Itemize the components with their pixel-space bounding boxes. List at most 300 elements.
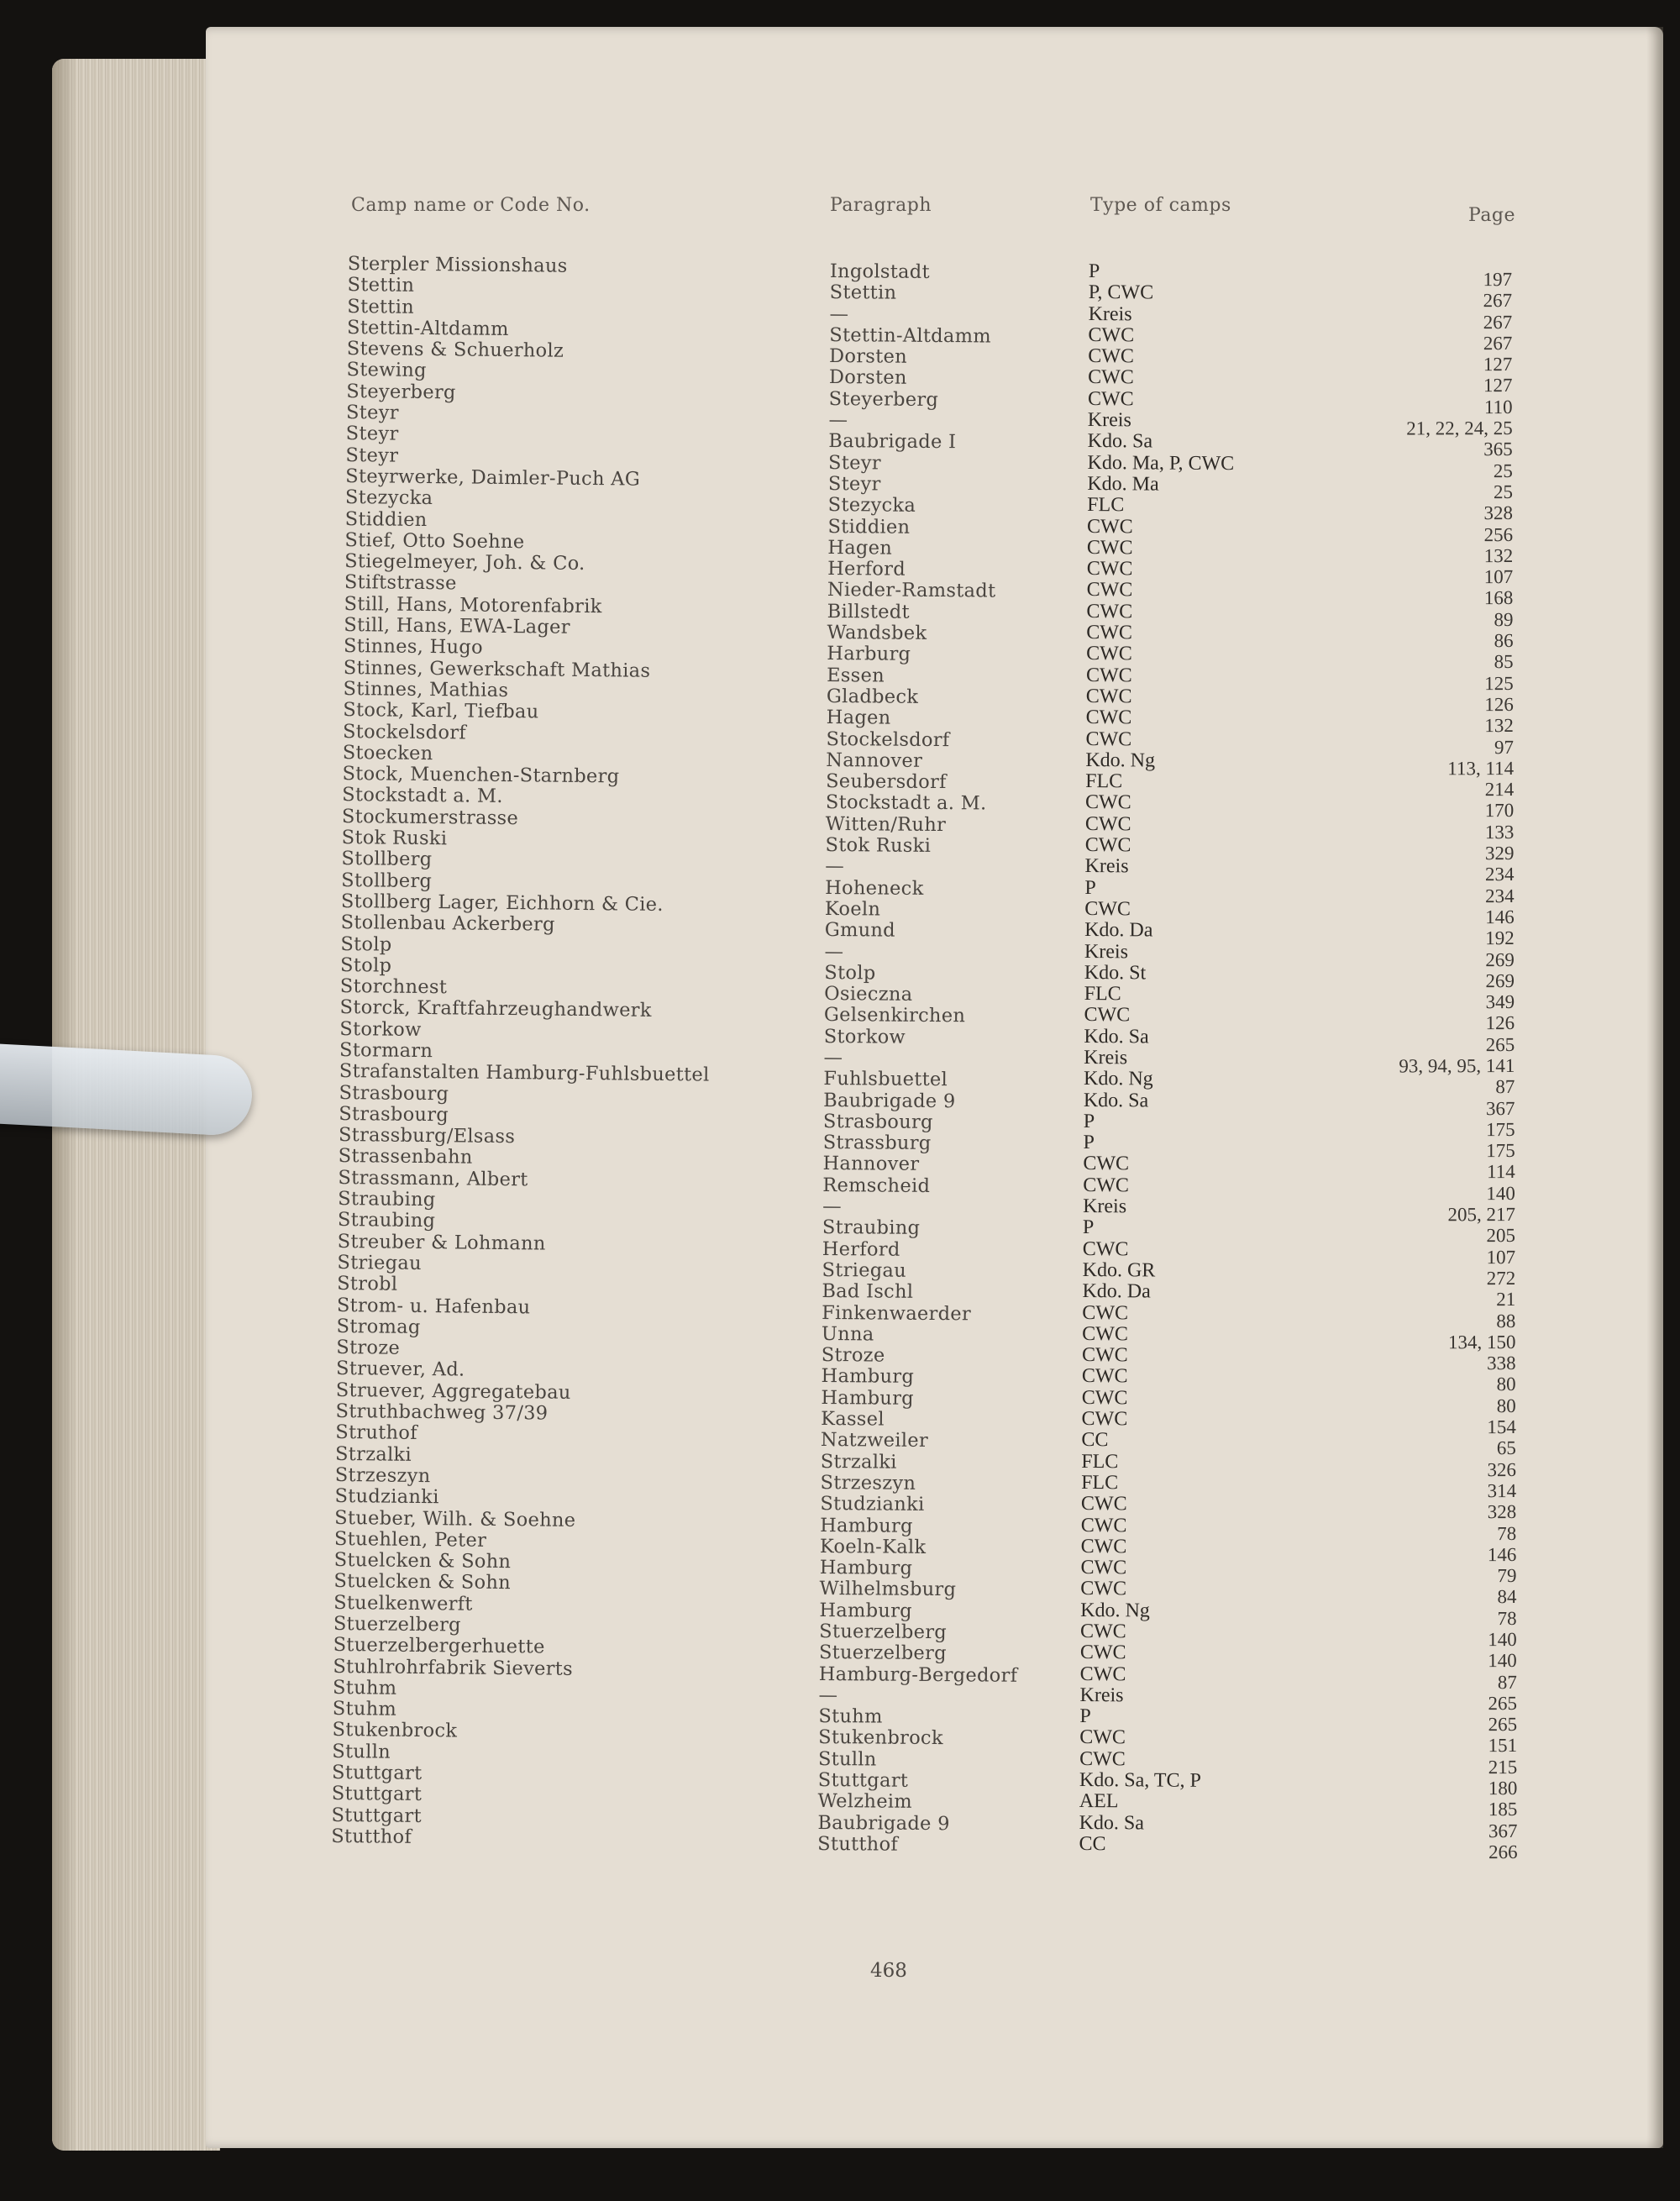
- page-cell: 170: [1484, 800, 1515, 822]
- camp-name-cell: Stollberg: [341, 848, 433, 871]
- paragraph-cell: Strzeszyn: [820, 1471, 916, 1494]
- page-cell: 88: [1496, 1310, 1516, 1332]
- paragraph-cell: Stutthof: [817, 1832, 899, 1856]
- camp-type-cell: CWC: [1087, 387, 1134, 411]
- paragraph-cell: —: [818, 1684, 838, 1707]
- page-cell: 132: [1484, 715, 1514, 737]
- camp-name-cell: Stief, Otto Soehne: [344, 528, 525, 554]
- camp-name-cell: Steyerberg: [346, 380, 456, 404]
- camp-type-cell: Kdo. Da: [1082, 1280, 1151, 1303]
- page-cell: 107: [1483, 566, 1514, 588]
- camp-name-cell: Steyr: [345, 423, 399, 446]
- camp-type-cell: CWC: [1083, 1174, 1130, 1197]
- camp-type-cell: CWC: [1079, 1726, 1126, 1749]
- page-cell: 140: [1488, 1628, 1517, 1651]
- camp-name-cell: Stulln: [332, 1740, 391, 1763]
- paragraph-cell: Strasbourg: [822, 1110, 933, 1133]
- paragraph-cell: Hamburg: [819, 1599, 913, 1622]
- paragraph-cell: Remscheid: [822, 1174, 931, 1197]
- camp-name-cell: Stiddien: [344, 507, 428, 531]
- camp-type-cell: Kdo. St: [1084, 961, 1147, 985]
- camp-type-cell: CC: [1081, 1429, 1109, 1452]
- page-cell: 93, 94, 95, 141: [1399, 1054, 1515, 1077]
- camp-name-cell: Strasbourg: [339, 1081, 449, 1105]
- page-cell: 110: [1483, 396, 1513, 418]
- paragraph-cell: Wandsbek: [827, 622, 927, 644]
- page-cell: 85: [1494, 651, 1514, 673]
- page-cell: 272: [1486, 1267, 1516, 1290]
- paragraph-cell: Ingolstadt: [829, 260, 930, 283]
- camp-name-cell: Strzeszyn: [334, 1463, 431, 1488]
- camp-type-cell: CWC: [1085, 685, 1132, 708]
- paragraph-cell: Steyerberg: [828, 387, 939, 411]
- paragraph-cell: Stockelsdorf: [826, 728, 950, 751]
- camp-type-cell: CWC: [1082, 1322, 1128, 1346]
- page-cell: 234: [1484, 864, 1515, 885]
- paragraph-cell: Gmund: [824, 919, 896, 942]
- page-cell: 107: [1486, 1246, 1516, 1268]
- camp-name-cell: Steyr: [345, 444, 399, 467]
- page-cell: 65: [1496, 1437, 1516, 1459]
- paragraph-cell: Finkenwaerder: [822, 1301, 972, 1325]
- camp-type-cell: CWC: [1082, 1301, 1129, 1324]
- camp-type-cell: CWC: [1080, 1493, 1127, 1515]
- page-cell: 365: [1483, 439, 1513, 460]
- camp-type-cell: Kdo. Sa: [1079, 1811, 1145, 1835]
- camp-name-cell: Stuhm: [332, 1698, 397, 1720]
- camp-type-cell: P: [1082, 1216, 1095, 1239]
- camp-type-cell: CWC: [1080, 1557, 1127, 1579]
- camp-type-cell: CWC: [1084, 1004, 1131, 1027]
- paragraph-cell: —: [828, 409, 848, 432]
- camp-name-cell: Stollenbau Ackerberg: [340, 911, 555, 936]
- paragraph-cell: Hamburg: [821, 1386, 915, 1410]
- camp-type-cell: CWC: [1080, 1514, 1127, 1536]
- camp-type-cell: Kreis: [1079, 1684, 1124, 1707]
- camp-name-cell: Strassenbahn: [338, 1145, 473, 1169]
- page-cell: 126: [1484, 693, 1514, 716]
- page-cell: 21, 22, 24, 25: [1406, 418, 1513, 439]
- paragraph-cell: Dorsten: [828, 366, 907, 390]
- camp-name-cell: Struthbachweg 37/39: [335, 1400, 549, 1425]
- paragraph-cell: Osieczna: [824, 983, 913, 1006]
- camp-name-cell: Strom- u. Hafenbau: [336, 1294, 531, 1318]
- page-cell: 134, 150: [1447, 1331, 1516, 1353]
- page-cell: 133: [1484, 821, 1515, 843]
- paragraph-cell: Baubrigade I: [828, 430, 957, 454]
- page-cell: 113, 114: [1447, 757, 1515, 780]
- page-cell: 267: [1483, 332, 1513, 355]
- column-camp-names: [331, 254, 718, 1852]
- page-cell: 265: [1485, 1033, 1515, 1055]
- camp-type-cell: CWC: [1080, 1535, 1127, 1558]
- page-cell: 329: [1484, 843, 1515, 864]
- camp-type-cell: P: [1079, 1705, 1091, 1728]
- paragraph-cell: Steyr: [828, 451, 881, 475]
- paragraph-cell: Hoheneck: [825, 876, 924, 900]
- page-cell: 140: [1488, 1650, 1517, 1672]
- paragraph-cell: Hamburg: [821, 1365, 915, 1389]
- paragraph-cell: Gladbeck: [826, 685, 919, 708]
- paragraph-cell: Straubing: [822, 1216, 921, 1240]
- page-cell: 86: [1494, 630, 1514, 652]
- camp-name-cell: Stewing: [346, 359, 427, 382]
- camp-name-cell: Strobl: [337, 1273, 398, 1295]
- camp-type-cell: CWC: [1085, 728, 1132, 750]
- paragraph-cell: Essen: [827, 664, 885, 687]
- paragraph-cell: Bad Ischl: [822, 1280, 914, 1304]
- paragraph-cell: Stukenbrock: [818, 1726, 943, 1750]
- paragraph-cell: Natzweiler: [820, 1429, 929, 1452]
- camp-name-cell: Stock, Muenchen-Starnberg: [342, 763, 620, 788]
- paragraph-cell: Hagen: [827, 536, 893, 559]
- page-cell: 25: [1493, 460, 1513, 481]
- page-cell: 25: [1493, 481, 1513, 503]
- camp-type-cell: Kdo. Ng: [1080, 1599, 1150, 1622]
- paragraph-cell: Nieder-Ramstadt: [827, 579, 996, 603]
- camp-name-cell: Struthof: [335, 1421, 417, 1445]
- camp-type-cell: Kreis: [1087, 409, 1131, 432]
- page-cell: 338: [1487, 1353, 1516, 1374]
- page-cell: 192: [1485, 927, 1515, 949]
- paragraph-cell: Stettin-Altdamm: [829, 323, 992, 348]
- page-cell: 127: [1483, 375, 1513, 397]
- camp-name-cell: Stormarn: [339, 1038, 433, 1063]
- camp-type-cell: P, CWC: [1088, 281, 1154, 304]
- camp-name-cell: Stuehlen, Peter: [333, 1527, 487, 1552]
- page-cell: 87: [1497, 1671, 1517, 1693]
- page-cell: 205: [1486, 1225, 1516, 1247]
- camp-type-cell: Kreis: [1083, 1195, 1127, 1218]
- page-cell: 265: [1488, 1692, 1518, 1715]
- camp-name-cell: Stuelkenwerft: [333, 1591, 473, 1615]
- camp-name-cell: Stockstadt a. M.: [342, 784, 503, 808]
- camp-name-cell: Straubing: [337, 1209, 436, 1232]
- page-curl-shadow: [1646, 27, 1663, 2148]
- camp-type-cell: Kreis: [1088, 302, 1132, 325]
- camp-name-cell: Stollberg Lager, Eichhorn & Cie.: [340, 890, 664, 916]
- paragraph-cell: Welzheim: [817, 1790, 913, 1814]
- camp-name-cell: Stettin: [347, 295, 415, 318]
- paragraph-cell: —: [823, 1046, 843, 1069]
- camp-type-cell: CWC: [1079, 1642, 1126, 1664]
- camp-type-cell: CWC: [1086, 558, 1133, 580]
- page-cell: 265: [1488, 1714, 1518, 1736]
- camp-type-cell: CWC: [1086, 643, 1132, 665]
- paragraph-cell: Koeln-Kalk: [819, 1535, 927, 1558]
- page-cell: 87: [1495, 1076, 1515, 1098]
- camp-type-cell: P: [1088, 260, 1100, 283]
- camp-name-cell: Struever, Ad.: [335, 1358, 465, 1381]
- paragraph-cell: Koeln: [824, 897, 881, 921]
- camp-type-cell: CWC: [1088, 366, 1134, 389]
- page-cell: 197: [1483, 269, 1513, 291]
- page-cell: 326: [1487, 1458, 1517, 1480]
- camp-name-cell: Stezycka: [344, 486, 433, 510]
- camp-type-cell: CWC: [1086, 515, 1133, 538]
- camp-name-cell: Streuber & Lohmann: [337, 1230, 546, 1255]
- paragraph-cell: Stuhm: [818, 1705, 883, 1728]
- camp-name-cell: Steyrwerke, Daimler-Puch AG: [345, 465, 641, 491]
- camp-name-cell: Stolp: [339, 953, 392, 977]
- page-clip: [0, 1043, 254, 1137]
- paragraph-cell: Strassburg: [822, 1132, 932, 1155]
- camp-type-cell: P: [1083, 1132, 1095, 1154]
- page-cell: 234: [1485, 885, 1515, 906]
- camp-name-cell: Studzianki: [334, 1485, 439, 1509]
- paragraph-cell: Stiddien: [827, 515, 911, 538]
- paragraph-cell: Strzalki: [820, 1450, 897, 1473]
- camp-name-cell: Stuhm: [332, 1676, 397, 1699]
- camp-name-cell: Stuttgart: [331, 1761, 423, 1785]
- paragraph-cell: Stezycka: [827, 494, 916, 517]
- camp-name-cell: Stiftstrasse: [344, 571, 457, 595]
- camp-type-cell: CWC: [1084, 812, 1131, 836]
- page-cell: 154: [1487, 1416, 1516, 1438]
- paragraph-cell: Stuerzelberg: [819, 1620, 948, 1644]
- camp-type-cell: CWC: [1081, 1408, 1128, 1431]
- camp-type-cell: Kdo. Sa: [1083, 1089, 1149, 1112]
- camp-name-cell: Stinnes, Gewerkschaft Mathias: [343, 656, 651, 682]
- header-paragraph: Paragraph: [830, 195, 932, 216]
- camp-type-cell: Kdo. Ng: [1085, 749, 1156, 772]
- paragraph-cell: Unna: [821, 1322, 874, 1346]
- camp-name-cell: Storchnest: [339, 975, 448, 999]
- paragraph-cell: Fuhlsbuettel: [823, 1068, 948, 1091]
- column-camp-types: [1079, 261, 1235, 1856]
- paragraph-cell: Stok Ruski: [825, 833, 932, 857]
- camp-name-cell: Storkow: [339, 1017, 422, 1041]
- page-cell: 266: [1488, 1841, 1518, 1863]
- camp-name-cell: Stuhlrohrfabrik Sieverts: [333, 1655, 574, 1680]
- page-cell: 367: [1485, 1097, 1515, 1119]
- camp-name-cell: Stuerzelberg: [333, 1612, 461, 1636]
- page-cell: 256: [1483, 523, 1514, 545]
- camp-type-cell: Kdo. Da: [1084, 919, 1153, 942]
- paragraph-cell: Stulln: [817, 1747, 877, 1771]
- page-cell: 127: [1483, 354, 1513, 376]
- page-cell: 367: [1488, 1820, 1518, 1841]
- paragraph-cell: Kassel: [821, 1407, 885, 1431]
- camp-type-cell: FLC: [1084, 983, 1121, 1006]
- camp-name-cell: Stettin: [347, 274, 415, 297]
- paragraph-cell: —: [822, 1195, 843, 1218]
- page-cell: 140: [1486, 1182, 1515, 1204]
- camp-name-cell: Stuelcken & Sohn: [333, 1549, 512, 1573]
- page-cell: 80: [1496, 1395, 1516, 1416]
- camp-type-cell: CWC: [1088, 323, 1135, 347]
- paragraph-cell: Wilhelmsburg: [819, 1578, 957, 1601]
- page-cell: 125: [1484, 672, 1514, 694]
- camp-type-cell: CWC: [1083, 1153, 1130, 1175]
- column-paragraphs: [817, 261, 1028, 1857]
- column-pages: [1327, 269, 1518, 1863]
- paragraph-cell: Steyr: [827, 472, 881, 496]
- camp-name-cell: Stettin-Altdamm: [346, 316, 509, 340]
- camp-type-cell: Kdo. Sa: [1087, 430, 1153, 453]
- camp-type-cell: CWC: [1085, 707, 1132, 729]
- camp-name-cell: Stroze: [336, 1337, 401, 1359]
- camp-name-cell: Stolp: [340, 932, 392, 956]
- page-cell: 80: [1496, 1374, 1516, 1395]
- paragraph-cell: Seubersdorf: [826, 770, 947, 794]
- paragraph-cell: Hamburg: [820, 1514, 913, 1537]
- page-cell: 126: [1485, 1012, 1515, 1034]
- paragraph-cell: Hannover: [822, 1153, 920, 1176]
- camp-type-cell: CWC: [1081, 1365, 1128, 1388]
- paragraph-cell: Billstedt: [827, 600, 910, 623]
- camp-type-cell: FLC: [1085, 770, 1123, 793]
- paragraph-cell: Nannover: [826, 749, 923, 772]
- page-cell: 97: [1494, 736, 1515, 758]
- paragraph-cell: Gelsenkirchen: [823, 1004, 966, 1027]
- page-cell: 214: [1484, 779, 1515, 801]
- camp-name-cell: Struever, Aggregatebau: [335, 1379, 571, 1404]
- page-cell: 205, 217: [1447, 1204, 1515, 1226]
- page-cell: 21: [1496, 1289, 1516, 1311]
- camp-name-cell: Stockumerstrasse: [341, 805, 519, 829]
- camp-type-cell: Kreis: [1084, 855, 1129, 878]
- camp-name-cell: Still, Hans, Motorenfabrik: [344, 592, 602, 617]
- camp-type-cell: Kdo. Ma, P, CWC: [1087, 451, 1235, 475]
- camp-type-cell: CWC: [1086, 600, 1133, 623]
- paragraph-cell: —: [824, 940, 844, 963]
- camp-type-cell: Kdo. Sa, TC, P: [1079, 1769, 1201, 1792]
- paragraph-cell: Stolp: [824, 961, 876, 985]
- paragraph-cell: Hagen: [826, 707, 891, 729]
- page-cell: 84: [1497, 1586, 1517, 1608]
- camp-name-cell: Stollberg: [341, 869, 433, 892]
- camp-type-cell: AEL: [1079, 1790, 1119, 1813]
- camp-name-cell: Stuelcken & Sohn: [333, 1570, 512, 1594]
- camp-type-cell: P: [1083, 1110, 1095, 1132]
- camp-type-cell: CWC: [1081, 1386, 1128, 1410]
- camp-type-cell: CWC: [1084, 897, 1131, 921]
- camp-name-cell: Storck, Kraftfahrzeughandwerk: [339, 996, 652, 1022]
- camp-name-cell: Stuerzelbergerhuette: [333, 1634, 545, 1658]
- camp-name-cell: Striegau: [337, 1251, 422, 1274]
- camp-type-cell: CWC: [1079, 1663, 1126, 1685]
- camp-name-cell: Stockelsdorf: [342, 720, 467, 744]
- camp-type-cell: CWC: [1084, 834, 1131, 857]
- camp-type-cell: CC: [1079, 1832, 1106, 1856]
- camp-name-cell: Stukenbrock: [332, 1719, 458, 1742]
- paragraph-cell: Storkow: [823, 1025, 906, 1048]
- camp-name-cell: Stiegelmeyer, Joh. & Co.: [344, 550, 585, 575]
- camp-name-cell: Strassburg/Elsass: [338, 1124, 516, 1148]
- camp-name-cell: Strassmann, Albert: [338, 1166, 528, 1191]
- page-cell: 349: [1485, 991, 1515, 1013]
- paragraph-cell: Hamburg-Bergedorf: [818, 1663, 1018, 1687]
- page-cell: 146: [1485, 906, 1515, 928]
- camp-name-cell: Stuttgart: [331, 1804, 423, 1827]
- camp-type-cell: CWC: [1088, 345, 1135, 368]
- page-cell: 114: [1487, 1161, 1515, 1183]
- page-cell: 78: [1497, 1607, 1517, 1629]
- camp-type-cell: P: [1084, 876, 1096, 899]
- page-cell: 151: [1488, 1735, 1518, 1757]
- camp-name-cell: Stinnes, Hugo: [343, 635, 483, 659]
- page-cell: 267: [1483, 311, 1513, 333]
- camp-type-cell: CWC: [1086, 622, 1133, 644]
- camp-name-cell: Stinnes, Mathias: [343, 677, 509, 701]
- page-cell: 185: [1488, 1799, 1518, 1820]
- paragraph-cell: —: [825, 855, 845, 878]
- camp-type-cell: CWC: [1079, 1747, 1126, 1771]
- header-type-of-camps: Type of camps: [1090, 195, 1231, 216]
- page-cell: 175: [1486, 1140, 1515, 1162]
- page-cell: 132: [1483, 544, 1514, 566]
- paragraph-cell: Harburg: [827, 643, 911, 666]
- paragraph-cell: Studzianki: [820, 1493, 925, 1516]
- paragraph-cell: Witten/Ruhr: [825, 812, 947, 836]
- camp-type-cell: CWC: [1084, 791, 1131, 814]
- camp-name-cell: Stutthof: [331, 1825, 412, 1848]
- paragraph-cell: Stuttgart: [817, 1769, 909, 1792]
- camp-name-cell: Stuttgart: [331, 1783, 423, 1806]
- camp-name-cell: Steyr: [345, 402, 399, 424]
- camp-type-cell: CWC: [1081, 1344, 1128, 1367]
- camp-name-cell: Stock, Karl, Tiefbau: [343, 699, 539, 723]
- page-cell: 175: [1486, 1118, 1515, 1140]
- camp-name-cell: Stueber, Wilh. & Soehne: [334, 1506, 576, 1531]
- header-camp-name: Camp name or Code No.: [351, 195, 591, 216]
- header-page: Page: [1468, 205, 1516, 226]
- paragraph-cell: Hamburg: [819, 1557, 913, 1579]
- camp-name-cell: Strafanstalten Hamburg-Fuhlsbuettel: [339, 1060, 710, 1086]
- paragraph-cell: Striegau: [822, 1258, 907, 1282]
- camp-type-cell: Kreis: [1084, 940, 1129, 963]
- page-cell: 79: [1497, 1565, 1517, 1587]
- paragraph-cell: Stroze: [821, 1344, 885, 1367]
- paragraph-cell: Baubrigade 9: [823, 1089, 956, 1112]
- page-cell: 328: [1487, 1501, 1517, 1523]
- camp-type-cell: Kdo. Ma: [1087, 472, 1159, 496]
- camp-type-cell: Kdo. Sa: [1084, 1025, 1149, 1048]
- paragraph-cell: —: [829, 302, 849, 325]
- page-cell: 78: [1497, 1522, 1517, 1544]
- camp-type-cell: Kdo. GR: [1082, 1258, 1156, 1282]
- camp-name-cell: Stevens & Schuerholz: [346, 338, 564, 362]
- paragraph-cell: Stettin: [829, 281, 897, 304]
- camp-type-cell: FLC: [1087, 494, 1125, 517]
- page-cell: 180: [1488, 1778, 1518, 1799]
- page-cell: 168: [1483, 587, 1514, 609]
- paragraph-cell: Herford: [822, 1237, 900, 1261]
- page-cell: 269: [1485, 969, 1515, 991]
- camp-name-cell: Stoecken: [342, 741, 433, 764]
- camp-type-cell: FLC: [1081, 1450, 1119, 1473]
- camp-type-cell: CWC: [1085, 664, 1132, 686]
- paragraph-cell: Herford: [827, 558, 906, 580]
- camp-type-cell: Kreis: [1084, 1046, 1128, 1069]
- page-cell: 314: [1487, 1479, 1517, 1502]
- camp-type-cell: CWC: [1086, 579, 1133, 601]
- page-cell: 328: [1483, 502, 1514, 524]
- page-cell: 267: [1483, 290, 1513, 312]
- camp-name-cell: Strasbourg: [339, 1102, 449, 1127]
- camp-name-cell: Sterpler Missionshaus: [347, 253, 568, 277]
- camp-type-cell: CWC: [1082, 1237, 1129, 1260]
- page-cell: 215: [1488, 1756, 1518, 1778]
- camp-name-cell: Stromag: [336, 1315, 421, 1338]
- camp-type-cell: Kdo. Ng: [1083, 1068, 1153, 1090]
- camp-name-cell: Strzalki: [334, 1442, 412, 1466]
- page-number: 468: [870, 1960, 907, 1982]
- camp-name-cell: Still, Hans, EWA-Lager: [344, 614, 570, 638]
- camp-type-cell: CWC: [1079, 1620, 1126, 1643]
- paragraph-cell: Baubrigade 9: [817, 1811, 950, 1835]
